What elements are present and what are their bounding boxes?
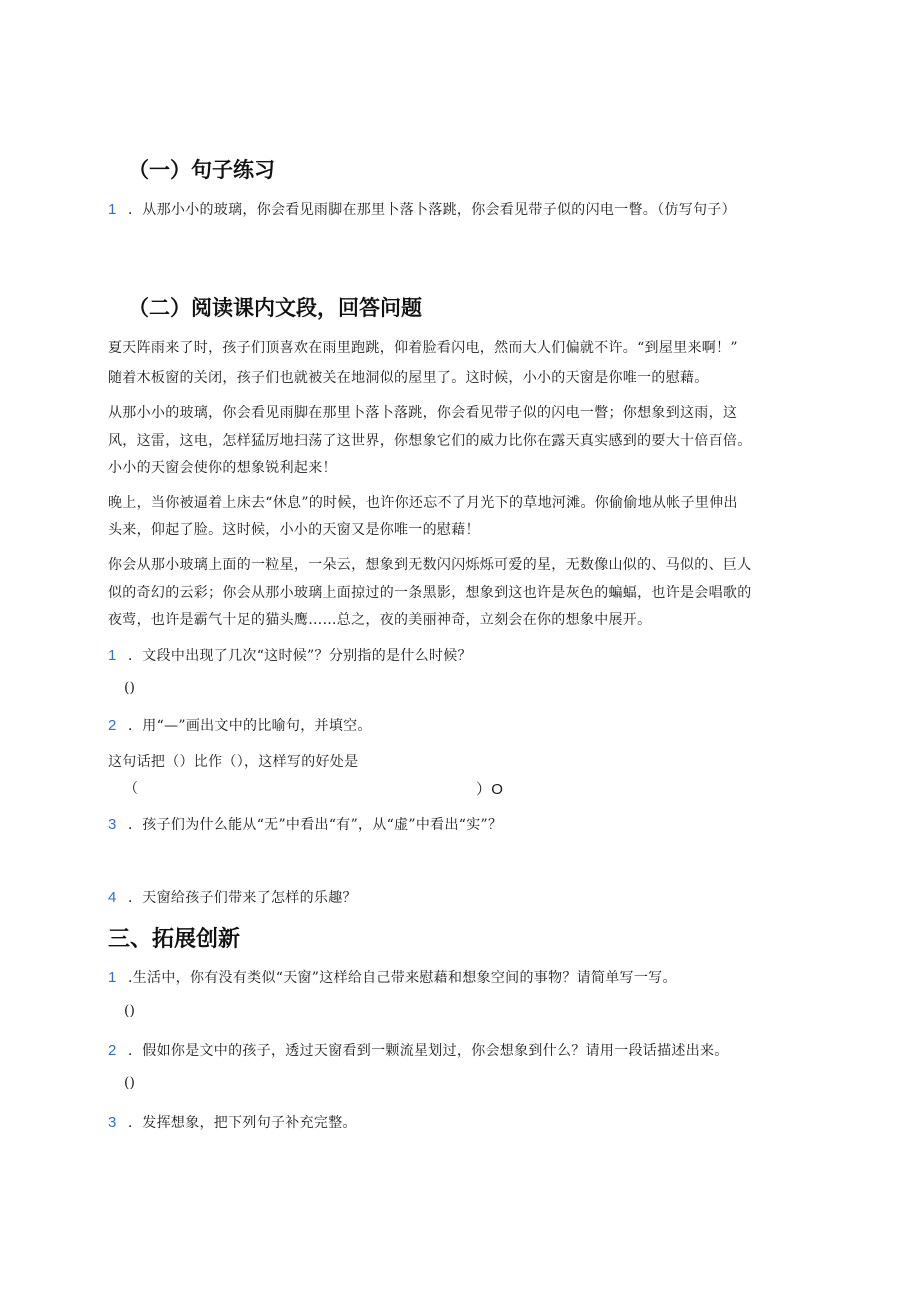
section3-question-1 bbox=[108, 967, 677, 987]
section1-question-1 bbox=[108, 199, 736, 219]
section2-question-4 bbox=[108, 887, 357, 907]
passage-line-1: 夏天阵雨来了时，孩子们顶喜欢在雨里跑跳，仰着脸看闪电，然而大人们偏就不许。“到屋里来啊！” bbox=[108, 340, 738, 356]
section3-question-3 bbox=[108, 1112, 357, 1132]
question-text: .生活中，你有没有类似“天窗”这样给自己带来慰藉和想象空间的事物？请简单写一写。 bbox=[128, 970, 677, 986]
answer-open-paren[interactable]: （ bbox=[124, 781, 139, 797]
passage-line-10: 夜莺，也许是霸气十足的猫头鹰……总之，夜的美丽神奇，立刻会在你的想象中展开。 bbox=[108, 612, 652, 628]
answer-blank[interactable]: () bbox=[124, 1003, 135, 1019]
question-number: 4 bbox=[108, 889, 117, 906]
section3-heading: 三、拓展创新 bbox=[108, 927, 241, 952]
passage-line-6: 晚上，当你被逼着上床去“休息”的时候，也许你还忘不了月光下的草地河滩。你偷偷地从帐子里伸出 bbox=[108, 495, 738, 511]
answer-close-paren: ）O bbox=[476, 781, 504, 798]
question-text: ．假如你是文中的孩子，透过天窗看到一颗流星划过，你会想象到什么？请用一段话描述出来。 bbox=[128, 1043, 729, 1059]
question-text: ．天窗给孩子们带来了怎样的乐趣？ bbox=[128, 890, 357, 906]
question-text: ．用“—”画出文中的比喻句，并填空。 bbox=[128, 718, 372, 734]
question-number: 1 bbox=[108, 201, 117, 218]
passage-line-7: 头来，仰起了脸。这时候，小小的天窗又是你唯一的慰藉！ bbox=[108, 522, 480, 538]
passage-line-5: 小小的天窗会使你的想象锐利起来！ bbox=[108, 460, 337, 476]
passage-line-8: 你会从那小玻璃上面的一粒星，一朵云，想象到无数闪闪烁烁可爱的星，无数像山似的、马似的、巨人 bbox=[108, 557, 752, 573]
passage-line-3: 从那小小的玻璃，你会看见雨脚在那里卜落卜落跳，你会看见带子似的闪电一瞥；你想象到这雨，这 bbox=[108, 405, 738, 421]
question-number: 2 bbox=[108, 1042, 117, 1059]
question-number: 3 bbox=[108, 1114, 117, 1131]
question-number: 2 bbox=[108, 717, 117, 734]
answer-blank[interactable]: () bbox=[124, 680, 135, 696]
question-text: ．孩子们为什么能从“无”中看出“有”，从“虚”中看出“实”？ bbox=[128, 817, 503, 833]
question-number: 1 bbox=[108, 969, 117, 986]
section2-question-3 bbox=[108, 814, 502, 834]
section1-heading: （一）句子练习 bbox=[128, 158, 275, 182]
section2-question-2 bbox=[108, 715, 372, 735]
question-number: 3 bbox=[108, 816, 117, 833]
passage-line-4: 风，这雷，这电，怎样猛厉地扫荡了这世界，你想象它们的威力比你在露天真实感到的要大十倍百倍。 bbox=[108, 433, 752, 449]
question-text: ．从那小小的玻璃，你会看见雨脚在那里卜落卜落跳，你会看见带子似的闪电一瞥。（仿写句子） bbox=[128, 202, 736, 218]
passage-line-2: 随着木板窗的关闭，孩子们也就被关在地洞似的屋里了。这时候，小小的天窗是你唯一的慰藉。 bbox=[108, 370, 709, 386]
question-number: 1 bbox=[108, 647, 117, 664]
answer-blank[interactable]: () bbox=[124, 1075, 135, 1091]
fill-in-sentence: 这句话把（）比作（），这样写的好处是 bbox=[108, 754, 359, 770]
question-text: ．文段中出现了几次“这时候”？分别指的是什么时候？ bbox=[128, 648, 472, 664]
passage-line-9: 似的奇幻的云彩；你会从那小玻璃上面掠过的一条黑影，想象到这也许是灰色的蝙蝠，也许是会唱歌的 bbox=[108, 585, 752, 601]
section3-question-2 bbox=[108, 1040, 729, 1060]
question-text: ．发挥想象，把下列句子补充完整。 bbox=[128, 1115, 357, 1131]
section2-question-1 bbox=[108, 645, 472, 665]
section2-heading: （二）阅读课内文段，回答问题 bbox=[128, 296, 422, 320]
